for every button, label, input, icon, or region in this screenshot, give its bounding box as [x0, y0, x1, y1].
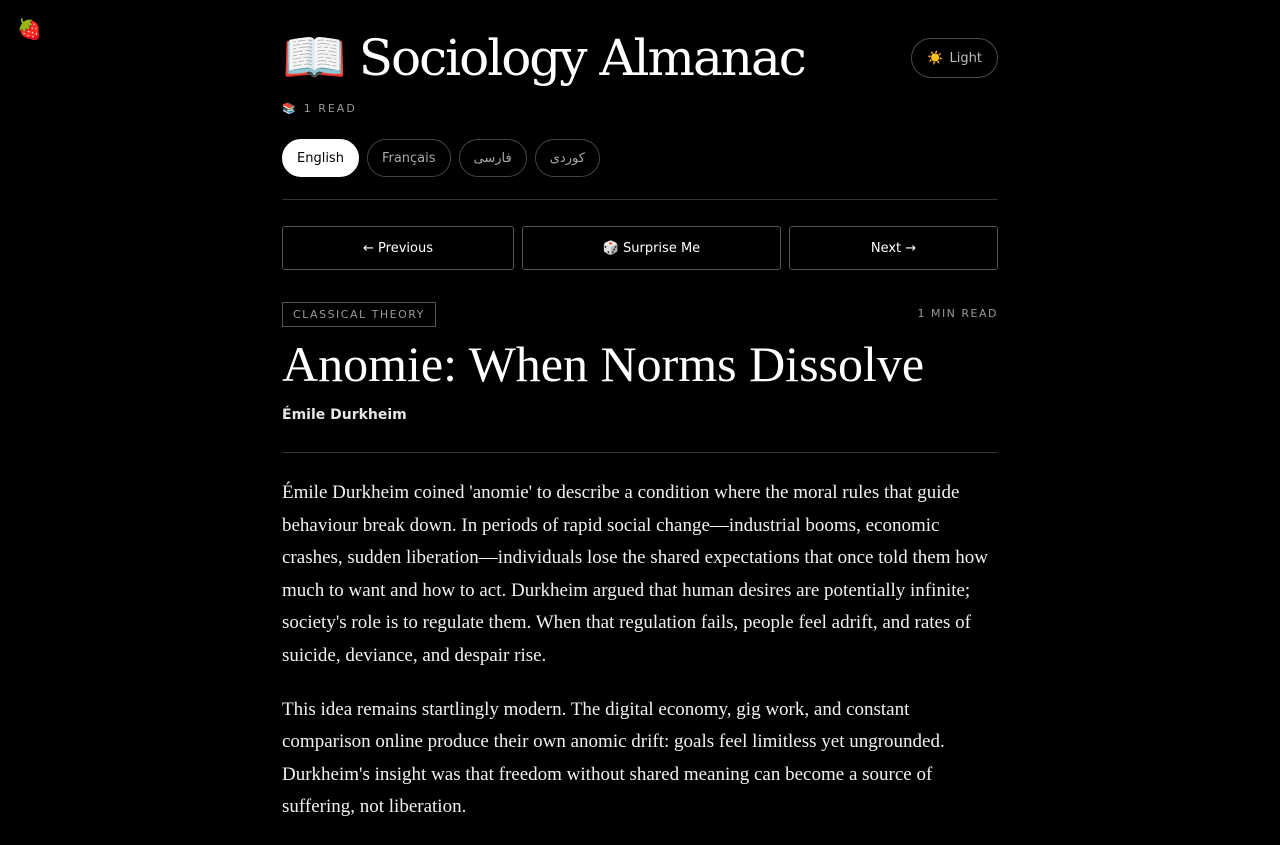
surprise-me-label: Surprise Me [623, 240, 701, 256]
site-title[interactable] [282, 26, 805, 90]
theme-toggle-button[interactable] [911, 38, 998, 78]
article-paragraph: This idea remains startlingly modern. The digital economy, gig work, and constant comparison online produce their own anomic drift: goals feel limitless yet ungrounded. Durkheim's insight was that freedom without shared meaning can become a source of suffering, not liberation. [282, 698, 945, 818]
main-column [282, 0, 998, 818]
divider [282, 199, 998, 200]
read-time: 1 MIN READ [917, 307, 998, 320]
surprise-me-button[interactable] [522, 226, 781, 270]
category-badge: CLASSICAL THEORY [282, 302, 436, 327]
next-button[interactable]: Next → [789, 226, 998, 270]
open-book-icon: 📖 [282, 28, 347, 88]
language-french[interactable]: Français [367, 139, 451, 177]
article-body [282, 477, 998, 845]
dice-icon: 🎲 [602, 240, 619, 256]
language-english[interactable]: English [282, 139, 359, 177]
language-persian[interactable]: فارسی [459, 139, 527, 177]
article-title: Anomie: When Norms Dissolve [282, 336, 925, 392]
article-navigation [282, 226, 998, 270]
divider [282, 452, 998, 453]
language-kurdish[interactable]: کوردی [535, 139, 600, 177]
site-title-text: Sociology Almanac [358, 29, 805, 87]
language-switcher [282, 139, 600, 177]
strawberry-icon: 🍓 [17, 19, 42, 41]
books-icon: 📚 [282, 102, 298, 115]
read-count-label: 1 READ [303, 102, 357, 115]
article-paragraph: Émile Durkheim coined 'anomie' to describe a condition where the moral rules that guide behaviour break down. In periods of rapid social change—industrial booms, economic crashes, sudden liberation—individuals lose the shared expectations that once told them how much to want and how to act. Durkheim argued that human desires are potentially infinite; society's role is to regulate them. When that regulation fails, people feel adrift, and rates of suicide, deviance, and despair rise. [282, 482, 988, 666]
sun-icon: ☀️ [927, 50, 944, 66]
read-count [282, 102, 357, 115]
article-author: Émile Durkheim [282, 407, 407, 423]
previous-button[interactable]: ← Previous [282, 226, 514, 270]
theme-toggle-label: Light [949, 50, 982, 66]
header [282, 0, 998, 100]
